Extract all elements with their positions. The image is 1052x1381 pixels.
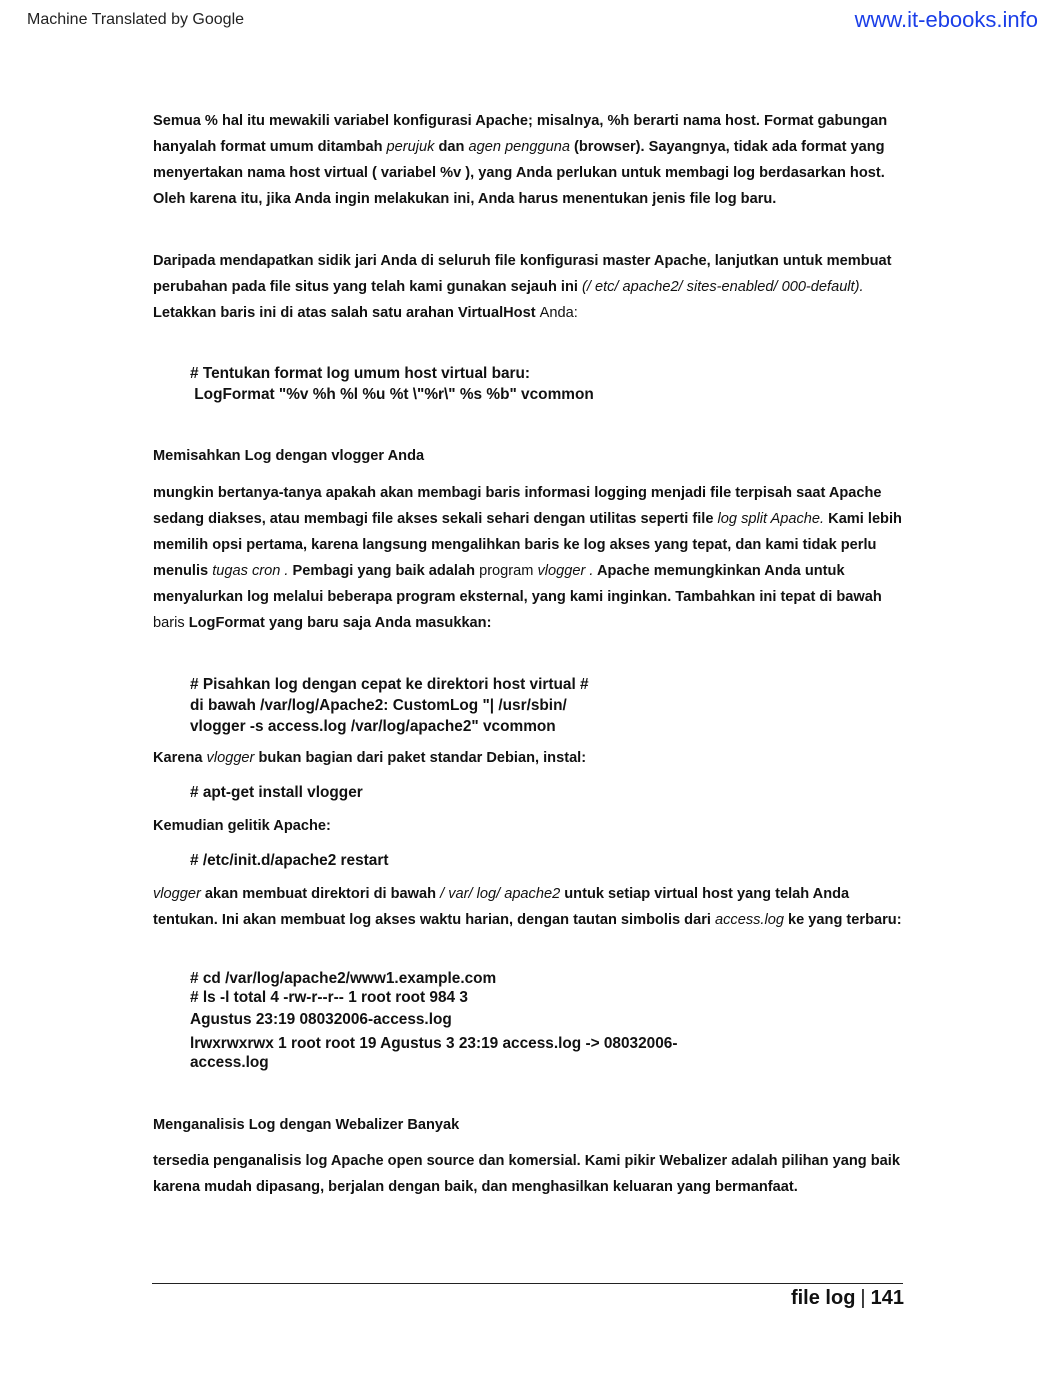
- paragraph-5: Kemudian gelitik Apache:: [153, 818, 331, 834]
- paragraph-4: Karena vlogger bukan bagian dari paket standar Debian, instal:: [153, 750, 587, 766]
- code-block-ls: [190, 969, 677, 1072]
- code-block-customlog: [190, 674, 589, 737]
- footer-divider: [152, 1283, 903, 1284]
- code-block-logformat: [190, 363, 594, 405]
- translation-notice: Machine Translated by Google: [27, 11, 245, 28]
- section-heading-vlogger: Memisahkan Log dengan vlogger Anda: [153, 448, 425, 464]
- code-line: LogFormat "%v %h %l %u %t \"%r\" %s %b" vcommon: [190, 386, 594, 403]
- code-line-apt-get: # apt-get install vlogger: [190, 784, 363, 801]
- code-line: # Tentukan format log umum host virtual baru:: [190, 365, 531, 382]
- code-line: # ls -l total 4 -rw-r--r-- 1 root root 984 3: [190, 989, 468, 1006]
- section-heading-webalizer: Menganalisis Log dengan Webalizer Banyak: [153, 1117, 460, 1133]
- paragraph-7: tersedia penganalisis log Apache open source dan komersial. Kami pikir Webalizer adalah pilihan yang baik karena mudah dipasang, berjalan dengan baik, dan menghasilkan keluaran yang bermanfaat.: [153, 1153, 900, 1195]
- paragraph-3: mungkin bertanya-tanya apakah akan membagi baris informasi logging menjadi file terpisah saat Apache sedang diakses, atau membagi file akses sekali sehari dengan utilitas seperti file log split Apache. Kami lebih memilih opsi pertama, karena langsung mengalihkan baris ke log akses yang tepat, dan kami tidak perlu menulis tugas cron . Pembagi yang baik adalah program vlogger . Apache memungkinkan Anda untuk menyalurkan log melalui beberapa program eksternal, yang kami inginkan. Tambahkan ini tepat di bawah baris LogFormat yang baru saja Anda masukkan:: [153, 485, 902, 631]
- page-number: 141: [870, 1287, 904, 1309]
- code-line: # Pisahkan log dengan cepat ke direktori host virtual #: [190, 676, 589, 693]
- code-line: vlogger -s access.log /var/log/apache2" vcommon: [190, 718, 556, 735]
- code-line: di bawah /var/log/Apache2: CustomLog "| /usr/sbin/: [190, 697, 567, 714]
- code-line: # cd /var/log/apache2/www1.example.com: [190, 970, 497, 987]
- code-line: access.log: [190, 1054, 269, 1071]
- page-footer: [791, 1287, 904, 1310]
- footer-section-title: file log: [790, 1287, 856, 1309]
- code-line: lrwxrwxrwx 1 root root 19 Agustus 3 23:19 access.log -> 08032006-: [190, 1035, 678, 1052]
- code-line: Agustus 23:19 08032006-access.log: [190, 1011, 452, 1028]
- footer-separator: |: [860, 1287, 866, 1309]
- source-link[interactable]: www.it-ebooks.info: [854, 7, 1038, 32]
- paragraph-2: Daripada mendapatkan sidik jari Anda di seluruh file konfigurasi master Apache, lanjutkan untuk membuat perubahan pada file situs yang telah kami gunakan sejauh ini (/ etc/ apache2/ sites-enabled/ 000-default). Letakkan baris ini di atas salah satu arahan VirtualHost Anda:: [153, 253, 892, 321]
- code-line-restart: # /etc/init.d/apache2 restart: [190, 852, 389, 869]
- paragraph-6: vlogger akan membuat direktori di bawah / var/ log/ apache2 untuk setiap virtual host yang telah Anda tentukan. Ini akan membuat log akses waktu harian, dengan tautan simbolis dari access.log ke yang terbaru:: [153, 886, 902, 928]
- paragraph-1: Semua % hal itu mewakili variabel konfigurasi Apache; misalnya, %h berarti nama host. Format gabungan hanyalah format umum ditambah perujuk dan agen pengguna (browser). Sayangnya, tidak ada format yang menyertakan nama host virtual ( variabel %v ), yang Anda perlukan untuk membagi log berdasarkan host. Oleh karena itu, jika Anda ingin melakukan ini, Anda harus menentukan jenis file log baru.: [153, 113, 888, 207]
